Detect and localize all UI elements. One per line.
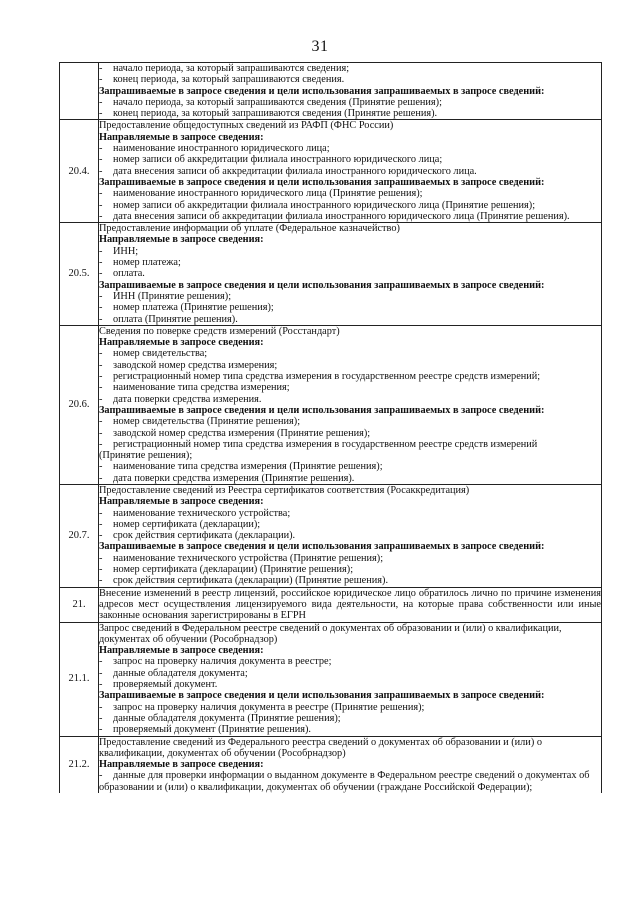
- row-content: [99, 736, 602, 793]
- table-body: [60, 63, 602, 794]
- list-item: - ИНН (Принятие решения);: [99, 291, 601, 302]
- row-number: 20.6.: [60, 325, 99, 484]
- row-content: [99, 120, 602, 223]
- page-number: 31: [311, 38, 329, 55]
- list-item: - проверяемый документ (Принятие решения).: [99, 724, 601, 735]
- row-text: Предоставление сведений из Реестра сертификатов соответствия (Росаккредитация): [99, 484, 470, 496]
- section-heading: Направляемые в запросе сведения:: [99, 131, 264, 143]
- row-content: [99, 587, 602, 622]
- row-text: Предоставление информации об уплате (Федеральное казначейство): [99, 223, 400, 235]
- table-row: [60, 484, 602, 587]
- row-number: 20.5.: [60, 223, 99, 326]
- section-heading: Запрашиваемые в запросе сведения и цели использования запрашиваемых в запросе сведений:: [99, 690, 545, 702]
- list-item: - наименование технического устройства (Принятие решения);: [99, 553, 601, 564]
- list-item: - конец периода, за который запрашиваются сведения.: [99, 74, 601, 85]
- section-heading: Запрашиваемые в запросе сведения и цели использования запрашиваемых в запросе сведений:: [99, 279, 545, 291]
- row-number: 20.7.: [60, 484, 99, 587]
- list-item: - наименование иностранного юридического лица;: [99, 143, 601, 154]
- list-item: - ИНН;: [99, 246, 601, 257]
- row-text: Предоставление сведений из Федерального реестра сведений о документах об образовании и (или) о квалификации, документах об обучении (Рособрнадзор): [99, 736, 542, 759]
- table-row: [60, 63, 602, 120]
- section-heading: Запрашиваемые в запросе сведения и цели использования запрашиваемых в запросе сведений:: [99, 85, 545, 97]
- row-description: Внесение изменений в реестр лицензий, российское юридическое лицо обратилось лично по причине изменения адресов мест осуществления лицензируемого вида деятельности, на которые права собственности или иные законные основания зарегистрированы в ЕГРН: [99, 587, 601, 622]
- list-item: - номер записи об аккредитации филиала иностранного юридического лица;: [99, 154, 601, 165]
- row-text: Запрос сведений в Федеральном реестре сведений о документах об образовании и (или) о квалификации, документах об обучении (Рособрнадзор): [99, 622, 562, 645]
- list-item: - наименование иностранного юридического лица (Принятие решения);: [99, 188, 601, 199]
- list-item: - номер свидетельства (Принятие решения);: [99, 416, 601, 427]
- list-item: - конец периода, за который запрашиваются сведения (Принятие решения).: [99, 108, 601, 119]
- list-item: - оплата (Принятие решения).: [99, 314, 601, 325]
- table-row: [60, 223, 602, 326]
- section-heading: Направляемые в запросе сведения:: [99, 337, 264, 349]
- list-item: - наименование технического устройства;: [99, 508, 601, 519]
- row-content: [99, 223, 602, 326]
- row-number: 21.1.: [60, 622, 99, 736]
- list-item: - регистрационный номер типа средства измерения в государственном реестре средств измерений;: [99, 371, 601, 382]
- row-text: (Принятие решения);: [99, 450, 193, 462]
- requirements-table: [59, 62, 602, 793]
- row-content: [99, 484, 602, 587]
- row-content: [99, 325, 602, 484]
- list-item: - данные обладателя документа (Принятие решения);: [99, 713, 601, 724]
- section-heading: Запрашиваемые в запросе сведения и цели использования запрашиваемых в запросе сведений:: [99, 176, 545, 188]
- row-number: 20.4.: [60, 120, 99, 223]
- list-item: - дата внесения записи об аккредитации филиала иностранного юридического лица (Принятие решения).: [99, 211, 601, 222]
- list-item: - начало периода, за который запрашиваются сведения (Принятие решения);: [99, 97, 601, 108]
- row-text: Сведения по поверке средств измерений (Росстандарт): [99, 325, 340, 337]
- section-heading: Запрашиваемые в запросе сведения и цели использования запрашиваемых в запросе сведений:: [99, 404, 545, 416]
- list-item: - оплата.: [99, 268, 601, 279]
- list-item: - номер сертификата (декларации) (Принятие решения);: [99, 564, 601, 575]
- list-item: - запрос на проверку наличия документа в реестре;: [99, 656, 601, 667]
- list-item: - регистрационный номер типа средства измерения в государственном реестре средств измерений: [99, 439, 601, 450]
- list-item: - номер платежа;: [99, 257, 601, 268]
- list-item: - дата поверки средства измерения (Принятие решения).: [99, 473, 601, 484]
- table-row: [60, 622, 602, 736]
- list-item: - данные для проверки информации о выданном документе в Федеральном реестре сведений о документах об образовании и (или) о квалификации, документах об обучении (граждане Российской Федерации);: [99, 770, 601, 793]
- list-item: - срок действия сертификата (декларации).: [99, 530, 601, 541]
- list-item: - наименование типа средства измерения;: [99, 382, 601, 393]
- section-heading: Запрашиваемые в запросе сведения и цели использования запрашиваемых в запросе сведений:: [99, 541, 545, 553]
- section-heading: Направляемые в запросе сведения:: [99, 234, 264, 246]
- row-text: Предоставление общедоступных сведений из РАФП (ФНС России): [99, 120, 394, 132]
- row-number: 21.2.: [60, 736, 99, 793]
- row-content: [99, 622, 602, 736]
- list-item: - начало периода, за который запрашиваются сведения;: [99, 63, 601, 74]
- list-item: - заводской номер средства измерения (Принятие решения);: [99, 428, 601, 439]
- section-heading: Направляемые в запросе сведения:: [99, 645, 264, 657]
- section-heading: Направляемые в запросе сведения:: [99, 496, 264, 508]
- list-item: - номер свидетельства;: [99, 348, 601, 359]
- list-item: - запрос на проверку наличия документа в реестре (Принятие решения);: [99, 702, 601, 713]
- table-row: [60, 120, 602, 223]
- list-item: - номер платежа (Принятие решения);: [99, 302, 601, 313]
- table-row: [60, 325, 602, 484]
- list-item: - дата внесения записи об аккредитации филиала иностранного юридического лица.: [99, 166, 601, 177]
- list-item: - проверяемый документ.: [99, 679, 601, 690]
- list-item: - номер сертификата (декларации);: [99, 519, 601, 530]
- list-item: - наименование типа средства измерения (Принятие решения);: [99, 461, 601, 472]
- table-row: [60, 587, 602, 622]
- list-item: - дата поверки средства измерения.: [99, 394, 601, 405]
- list-item: - данные обладателя документа;: [99, 668, 601, 679]
- row-number: 21.: [60, 587, 99, 622]
- list-item: - заводской номер средства измерения;: [99, 360, 601, 371]
- section-heading: Направляемые в запросе сведения:: [99, 759, 264, 771]
- list-item: - номер записи об аккредитации филиала иностранного юридического лица (Принятие решения);: [99, 200, 601, 211]
- row-content: [99, 63, 602, 120]
- list-item: - срок действия сертификата (декларации) (Принятие решения).: [99, 575, 601, 586]
- row-number: [60, 63, 99, 120]
- table-row: [60, 736, 602, 793]
